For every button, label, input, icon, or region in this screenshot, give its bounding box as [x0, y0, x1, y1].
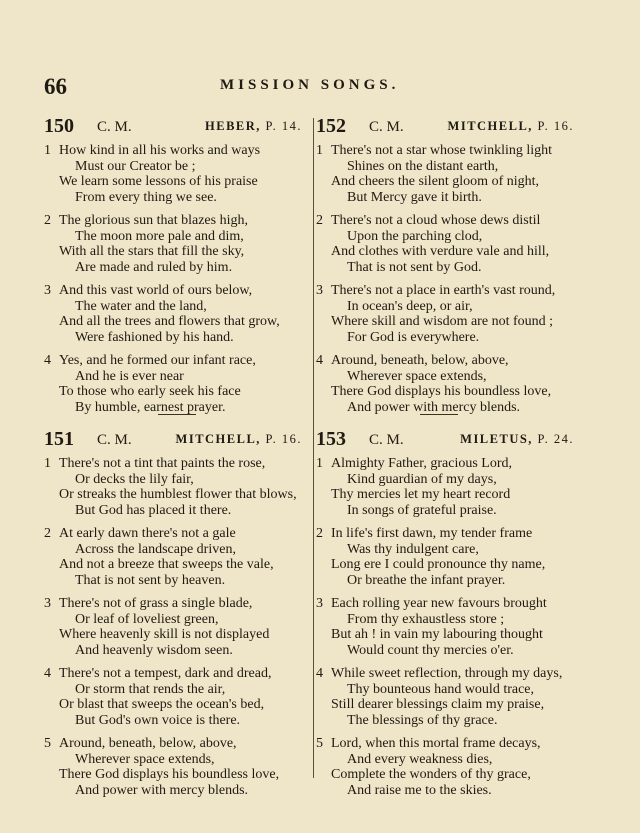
verse-line: But God's own voice is there.	[75, 712, 241, 728]
verse	[44, 213, 302, 275]
verse-number: 1	[316, 143, 323, 158]
verse-number: 4	[44, 666, 51, 681]
verse-line: 2 The glorious sun that blazes high,	[44, 213, 248, 228]
verse-line: Kind guardian of my days,	[347, 471, 497, 487]
verse-line: And power with mercy blends.	[347, 399, 521, 415]
verse	[44, 526, 302, 588]
verse	[44, 736, 302, 798]
verse-line: Where heavenly skill is not displayed	[59, 627, 270, 642]
verse	[44, 596, 302, 658]
hymn-151	[44, 428, 302, 806]
verse-number: 2	[316, 213, 323, 228]
hymn-number: 151	[44, 428, 74, 450]
tune-page: P. 16.	[265, 432, 302, 446]
hymn-tune-ref	[448, 119, 574, 134]
verse	[316, 526, 574, 588]
verse	[44, 456, 302, 518]
hymn-number: 150	[44, 115, 74, 137]
verse-line: 1 There's not a tint that paints the rose,	[44, 456, 266, 471]
verse-number: 5	[44, 736, 51, 751]
verse	[44, 143, 302, 205]
verse-line: Was thy indulgent care,	[347, 541, 479, 557]
verse-line: And clothes with verdure vale and hill,	[331, 244, 550, 259]
verse-line: And power with mercy blends.	[75, 782, 249, 798]
verse-line: And not a breeze that sweeps the vale,	[59, 557, 274, 572]
hymn-150	[44, 115, 302, 423]
verse-line: We learn some lessons of his praise	[59, 174, 258, 189]
verse-line: With all the stars that fill the sky,	[59, 244, 245, 259]
verse-number: 5	[316, 736, 323, 751]
verse-line: 3 There's not a place in earth's vast round,	[316, 283, 556, 298]
verse-line: But God has placed it there.	[75, 502, 232, 518]
verse-line: The moon more pale and dim,	[75, 228, 244, 244]
verse-line: 3 And this vast world of ours below,	[44, 283, 253, 298]
verse-line: But ah ! in vain my labouring thought	[331, 627, 543, 642]
verse-line: Across the landscape driven,	[75, 541, 236, 557]
running-head: MISSION SONGS.	[220, 77, 400, 93]
tune-name: MITCHELL,	[175, 432, 261, 446]
verse-line: 5 Lord, when this mortal frame decays,	[316, 736, 541, 751]
hymn-number: 152	[316, 115, 346, 137]
verse-line: 2 In life's first dawn, my tender frame	[316, 526, 533, 541]
verse-number: 1	[44, 143, 51, 158]
verse-number: 2	[44, 213, 51, 228]
verse-number: 3	[44, 283, 51, 298]
verse-number: 1	[316, 456, 323, 471]
verse	[316, 143, 574, 205]
verse-line: And he is ever near	[75, 368, 184, 384]
verse-number: 1	[44, 456, 51, 471]
hymn-meter: C. M.	[97, 432, 132, 448]
page-number: 66	[44, 74, 67, 99]
tune-name: MILETUS,	[460, 432, 533, 446]
hymn-meter: C. M.	[369, 119, 404, 135]
verse-line: Where skill and wisdom are not found ;	[331, 314, 554, 329]
verse-line: Or decks the lily fair,	[75, 471, 194, 487]
verse-line: Still dearer blessings claim my praise,	[331, 697, 545, 712]
verse-line: 3 Each rolling year new favours brought	[316, 596, 547, 611]
verse-line: There God displays his boundless love,	[59, 767, 280, 782]
hymn-tune-ref	[205, 119, 302, 134]
verse	[316, 736, 574, 798]
verse-line: Wherever space extends,	[347, 368, 487, 384]
hymn-number: 153	[316, 428, 346, 450]
verse-line: Would count thy mercies o'er.	[347, 642, 514, 658]
verse-line: From thy exhaustless store ;	[347, 611, 505, 627]
verse-line: 4 While sweet reflection, through my days,	[316, 666, 563, 681]
verse-line: And raise me to the skies.	[347, 782, 492, 798]
verse-number: 3	[316, 283, 323, 298]
verse	[44, 666, 302, 728]
hymn-153	[316, 428, 574, 806]
verse-number: 3	[44, 596, 51, 611]
verse-line: Long ere I could pronounce thy name,	[331, 557, 546, 572]
verse-line: From every thing we see.	[75, 189, 217, 205]
verse	[316, 666, 574, 728]
verse-line: In ocean's deep, or air,	[347, 298, 473, 314]
verse-line: By humble, earnest prayer.	[75, 399, 226, 415]
verse-line: Must our Creator be ;	[75, 158, 196, 174]
verse-line: 1 There's not a star whose twinkling light	[316, 143, 553, 158]
verse	[44, 353, 302, 415]
verse-line: Upon the parching clod,	[347, 228, 483, 244]
verse-line: Were fashioned by his hand.	[75, 329, 234, 345]
verse-line: Are made and ruled by him.	[75, 259, 233, 275]
hymn-header	[316, 115, 574, 143]
verse-line: Thy bounteous hand would trace,	[347, 681, 535, 697]
verse-line: That is not sent by heaven.	[75, 572, 226, 588]
verse-line: Or streaks the humblest flower that blows,	[59, 487, 297, 502]
verse-line: Wherever space extends,	[75, 751, 215, 767]
verse-line: 4 Yes, and he formed our infant race,	[44, 353, 256, 368]
verse-line: 3 There's not of grass a single blade,	[44, 596, 253, 611]
verse	[316, 456, 574, 518]
tune-page: P. 14.	[265, 119, 302, 133]
hymn-header	[316, 428, 574, 456]
verse-line: Or breathe the infant prayer.	[347, 572, 506, 588]
verse-line: Or blast that sweeps the ocean's bed,	[59, 697, 265, 712]
tune-page: P. 24.	[537, 432, 574, 446]
hymn-header	[44, 428, 302, 456]
tune-name: MITCHELL,	[447, 119, 533, 133]
verse-line: 2 At early dawn there's not a gale	[44, 526, 236, 541]
verse-line: And all the trees and flowers that grow,	[59, 314, 280, 329]
verse	[316, 353, 574, 415]
verse-number: 3	[316, 596, 323, 611]
verse-line: For God is everywhere.	[347, 329, 480, 345]
verse-line: Complete the wonders of thy grace,	[331, 767, 531, 782]
verse-number: 4	[316, 353, 323, 368]
verse-line: But Mercy gave it birth.	[347, 189, 482, 205]
hymn-meter: C. M.	[369, 432, 404, 448]
verse-line: The blessings of thy grace.	[347, 712, 498, 728]
hymn-header	[44, 115, 302, 143]
tune-name: HEBER,	[205, 119, 261, 133]
verse	[316, 213, 574, 275]
tune-page: P. 16.	[537, 119, 574, 133]
hymn-meter: C. M.	[97, 119, 132, 135]
verse-line: The water and the land,	[75, 298, 207, 314]
verse	[316, 283, 574, 345]
verse-line: Shines on the distant earth,	[347, 158, 499, 174]
verse-line: That is not sent by God.	[347, 259, 482, 275]
verse	[316, 596, 574, 658]
verse-number: 4	[316, 666, 323, 681]
verse-line: To those who early seek his face	[59, 384, 241, 399]
verse-line: 5 Around, beneath, below, above,	[44, 736, 237, 751]
hymn-tune-ref	[176, 432, 302, 447]
verse-line: 2 There's not a cloud whose dews distil	[316, 213, 541, 228]
verse-line: And every weakness dies,	[347, 751, 493, 767]
hymn-tune-ref	[460, 432, 574, 447]
verse-line: 1 How kind in all his works and ways	[44, 143, 261, 158]
verse-line: 1 Almighty Father, gracious Lord,	[316, 456, 513, 471]
verse-line: Thy mercies let my heart record	[331, 487, 511, 502]
verse-line: And cheers the silent gloom of night,	[331, 174, 540, 189]
hymn-152	[316, 115, 574, 423]
verse-line: 4 There's not a tempest, dark and dread,	[44, 666, 272, 681]
column-divider	[313, 118, 314, 778]
verse-number: 2	[44, 526, 51, 541]
verse	[44, 283, 302, 345]
verse-line: Or leaf of loveliest green,	[75, 611, 219, 627]
verse-line: Or storm that rends the air,	[75, 681, 226, 697]
verse-number: 4	[44, 353, 51, 368]
verse-line: In songs of grateful praise.	[347, 502, 497, 518]
verse-line: There God displays his boundless love,	[331, 384, 552, 399]
verse-line: And heavenly wisdom seen.	[75, 642, 233, 658]
verse-line: 4 Around, beneath, below, above,	[316, 353, 509, 368]
verse-number: 2	[316, 526, 323, 541]
